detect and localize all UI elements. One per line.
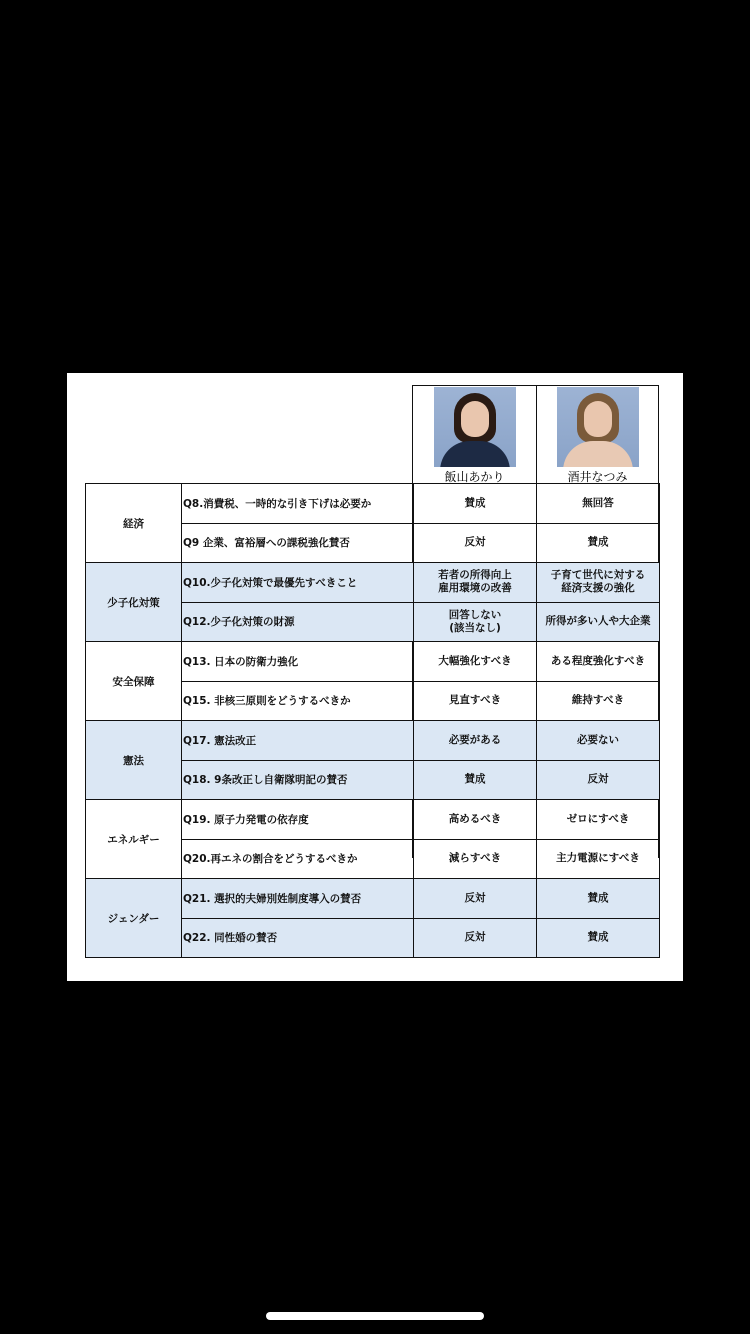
candidate-name: 飯山あかり [444, 470, 505, 484]
answer-iiyama: 反対 [414, 523, 537, 563]
table-row [86, 484, 660, 524]
answer-sakai: 反対 [537, 760, 660, 800]
category-label: 憲法 [86, 721, 182, 800]
answer-iiyama: 反対 [414, 879, 537, 919]
answer-sakai: 必要ない [537, 721, 660, 761]
table-row [86, 563, 660, 603]
answer-iiyama: 大幅強化すべき [414, 642, 537, 682]
policy-comparison-image [67, 373, 683, 981]
question-cell: Q13. 日本の防衛力強化 [182, 642, 414, 682]
question-cell: Q20.再エネの割合をどうするべきか [182, 839, 414, 879]
table-row [86, 800, 660, 840]
answer-sakai: 賛成 [537, 523, 660, 563]
question-cell: Q18. 9条改正し自衛隊明記の賛否 [182, 760, 414, 800]
answer-sakai: 賛成 [537, 918, 660, 958]
photo-face [584, 401, 612, 437]
answer-sakai: 所得が多い人や大企業 [537, 602, 660, 642]
category-label: 少子化対策 [86, 563, 182, 642]
answer-sakai: 維持すべき [537, 681, 660, 721]
candidate-name: 酒井なつみ [567, 470, 628, 484]
question-cell: Q15. 非核三原則をどうするべきか [182, 681, 414, 721]
photo-face [461, 401, 489, 437]
question-cell: Q22. 同性婚の賛否 [182, 918, 414, 958]
answer-sakai: ゼロにすべき [537, 800, 660, 840]
answer-iiyama: 賛成 [414, 484, 537, 524]
answer-iiyama: 回答しない (該当なし) [414, 602, 537, 642]
answer-sakai: 子育て世代に対する 経済支援の強化 [537, 563, 660, 603]
home-indicator[interactable] [266, 1312, 484, 1320]
question-cell: Q17. 憲法改正 [182, 721, 414, 761]
answer-iiyama: 減らすべき [414, 839, 537, 879]
photo-clothing [440, 441, 510, 467]
policy-table [85, 483, 660, 958]
table-row [86, 879, 660, 919]
category-label: 経済 [86, 484, 182, 563]
photo-clothing [563, 441, 633, 467]
table-row [86, 721, 660, 761]
question-cell: Q9 企業、富裕層への課税強化賛否 [182, 523, 414, 563]
answer-iiyama: 反対 [414, 918, 537, 958]
candidate-photo [434, 387, 516, 467]
answer-iiyama: 若者の所得向上 雇用環境の改善 [414, 563, 537, 603]
answer-iiyama: 必要がある [414, 721, 537, 761]
answer-iiyama: 高めるべき [414, 800, 537, 840]
answer-iiyama: 見直すべき [414, 681, 537, 721]
category-label: エネルギー [86, 800, 182, 879]
answer-sakai: 賛成 [537, 879, 660, 919]
category-label: ジェンダー [86, 879, 182, 958]
question-cell: Q10.少子化対策で最優先すべきこと [182, 563, 414, 603]
category-label: 安全保障 [86, 642, 182, 721]
answer-iiyama: 賛成 [414, 760, 537, 800]
table-row [86, 642, 660, 682]
answer-sakai: 無回答 [537, 484, 660, 524]
question-cell: Q19. 原子力発電の依存度 [182, 800, 414, 840]
answer-sakai: 主力電源にすべき [537, 839, 660, 879]
candidate-photo [557, 387, 639, 467]
question-cell: Q12.少子化対策の財源 [182, 602, 414, 642]
answer-sakai: ある程度強化すべき [537, 642, 660, 682]
question-cell: Q8.消費税、一時的な引き下げは必要か [182, 484, 414, 524]
question-cell: Q21. 選択的夫婦別姓制度導入の賛否 [182, 879, 414, 919]
